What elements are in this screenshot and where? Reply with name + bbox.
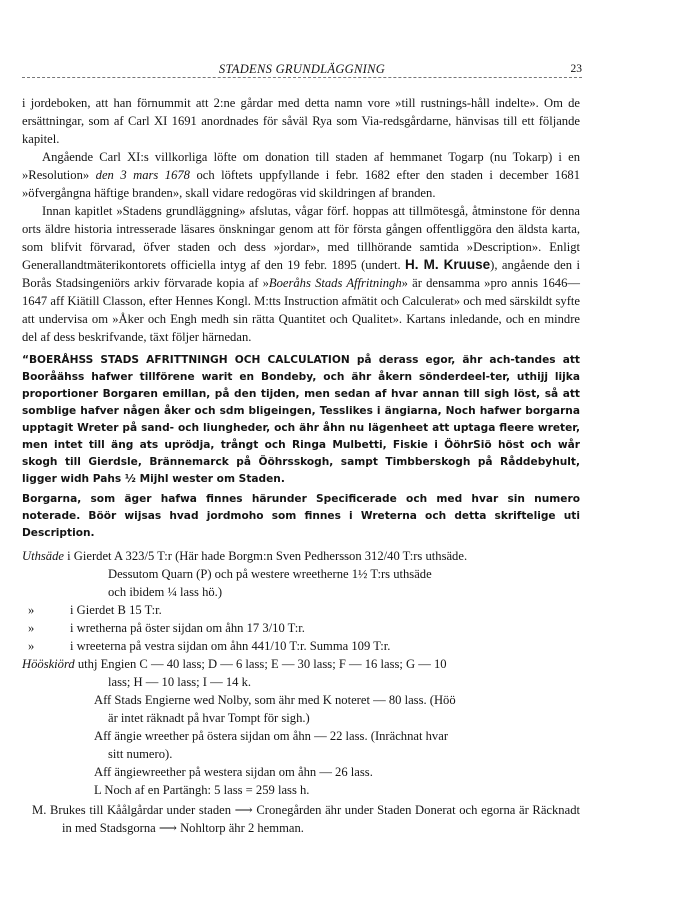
hooskiord-label: Hööskiörd <box>22 657 75 671</box>
header-rule <box>22 77 582 78</box>
ledger-entry-4 <box>22 637 580 655</box>
ledger-line-8: Aff ängiewreether på westera sijdan om åhn — 26 lass. <box>94 765 373 779</box>
uthsade-label: Uthsäde <box>22 549 64 563</box>
ledger <box>22 547 580 837</box>
ledger-line-9: L Noch af en Partängh: 5 lass = 259 lass h. <box>94 783 310 797</box>
paragraph-2-text-b: och löftets uppfyllande i febr. 1682 efter den staden i december 1681 »öfvergångna häftige branden», skall vidare redogöras vid skildringen af branden. <box>22 168 580 200</box>
ledger-line-7: Aff ängie wreether på östera sijdan om åhn — 22 lass. (Inrächnat hvar <box>94 729 449 743</box>
paragraph-3-text-c: » är densamma »pro annis 1646—1647 aff Kiätill Classon, efter Hennes Kongl. M:tts Instruction afmätit och Calculerat» och med särskildt syfte att undervisa om »Åker och Engh medh sin rätta Quantitet och Qualitet». Kartans inledande, och en mindre del af dess beskrifvande, täxt följer härnedan. <box>22 276 580 344</box>
map-title: Boeråhs Stads Affritningh <box>268 276 402 290</box>
ledger-line-1b: Dessutom Quarn (P) och på westere wreetherne 1½ T:rs uthsäde <box>108 567 432 581</box>
ledger-line-6: Aff Stads Engierne wed Nolby, som ähr med K noteret — 80 lass. (Höö <box>94 693 456 707</box>
ledger-entry-3 <box>22 619 580 637</box>
description-block-2: Borgarna, som äger hafwa finnes härunder Specificerade och med hvar sin numero noterade. Böör wijsas hvad jordmoho som finnes i Wreterna och detta skriftelige uti Description. <box>22 493 580 539</box>
ledger-line-3: i wretherna på öster sijdan om åhn 17 3/10 T:r. <box>70 621 305 635</box>
ledger-line-1: i Gierdet A 323/5 T:r (Här hade Borgm:n Sven Pedhersson 312/40 T:rs uthsäde. <box>67 549 468 563</box>
ditto-mark: » <box>28 621 35 635</box>
paragraph-3-text-a: Innan kapitlet »Stadens grundläggning» afslutas, vågar förf. hoppas att tillmötesgå, åtminstone för denna orts äldre historia intresserade läsares önskningar genom att för första gången offentliggöra den äldsta karta, som blifvit förvarad, öfver staden och dess »jordar», med tillhörande samtida »Description». Enligt Generallandtmäterikontorets officiella intyg af den 19 febr. 1895 (undert. <box>22 204 580 272</box>
paragraph-3-text-b: ), angående den i Borås Stadsingeniörs arkiv förvarade kopia af » <box>22 258 580 290</box>
ditto-mark: » <box>28 639 35 653</box>
ledger-line-2: i Gierdet B 15 T:r. <box>70 603 162 617</box>
ledger-line-5: uthj Engien C — 40 lass; D — 6 lass; E — 30 lass; F — 16 lass; G — 10 <box>77 657 447 671</box>
ledger-line-6b: är intet räknadt på hvar Tompt för sigh.) <box>108 711 310 725</box>
ditto-mark: » <box>28 603 35 617</box>
header-title: STADENS GRUNDLÄGGNING <box>218 62 386 76</box>
paragraph-2 <box>22 148 580 202</box>
ledger-line-7b: sitt numero). <box>108 747 173 761</box>
ledger-line-5b: lass; H — 10 lass; I — 14 k. <box>108 675 252 689</box>
paragraph-3 <box>22 202 580 346</box>
page-body <box>22 94 580 837</box>
paragraph-1 <box>22 94 580 148</box>
running-header <box>22 62 582 80</box>
paragraph-1-text: i jordeboken, att han förnummit att 2:ne gårdar med detta namn vore »till rustnings-håll indelte». Om de ersättningar, som af Carl XI 1691 anordnades för såväl Rya som Via-redsgårdarne, hänvisas till ett följande kapitel. <box>22 96 580 146</box>
ledger-entry-2 <box>22 601 580 619</box>
ledger-hooskiord-line <box>22 655 580 673</box>
ledger-uthsade-line <box>22 547 580 565</box>
ledger-line-4: i wreeterna på vestra sijdan om åhn 441/10 T:r. Summa 109 T:r. <box>70 639 391 653</box>
ledger-line-1c: och ibidem ¼ lass hö.) <box>108 585 223 599</box>
paragraph-2-date: den 3 mars 1678 <box>95 168 190 182</box>
page-number: 23 <box>570 63 582 75</box>
paragraph-2-text-a: Angående Carl XI:s villkorliga löfte om donation till staden af hemmanet Togarp (nu Tokarp) i en »Resolution» <box>22 150 580 182</box>
signatory-name: H. M. Kruuse <box>405 257 491 272</box>
description-block-1: “BOERÅHSS STADS AFRITTNINGH OCH CALCULATION på derass egor, ähr ach-tandes att Booråähss hafwer tillförene warit en Bondeby, och ähr åkern sönderdeel-ter, uthijj lijka proportioner Borgaren emillan, på den tijden, men sedan af hvar annan till sigh löst, så att somblige hafver någen åker och sdm bligeingen, Tesslikes i ängiarna, Noch hafwer borgarna upptagit Wreter på sand- och liungheder, och ähr åhn nu lägenheet att uptaga fleere wreter, men intet till äng ats uprödja, trångt och Ringa Mulbetti, Fiskie i ÖöhrSiö höst och wår skogh till Gierdsle, Brännemarck på Ööhrsskogh, sampt Timbberskogh på Råddebyhult, ligger widh Pahs ½ Mijhl wester om Staden. <box>22 354 580 485</box>
ledger-line-10: M. Brukes till Kåålgårdar under staden ⟶ Cronegården ähr under Staden Donerat och egorna är Räcknadt in med Stadsgorna ⟶ Nohltorp ähr 2 hemman. <box>32 803 580 835</box>
